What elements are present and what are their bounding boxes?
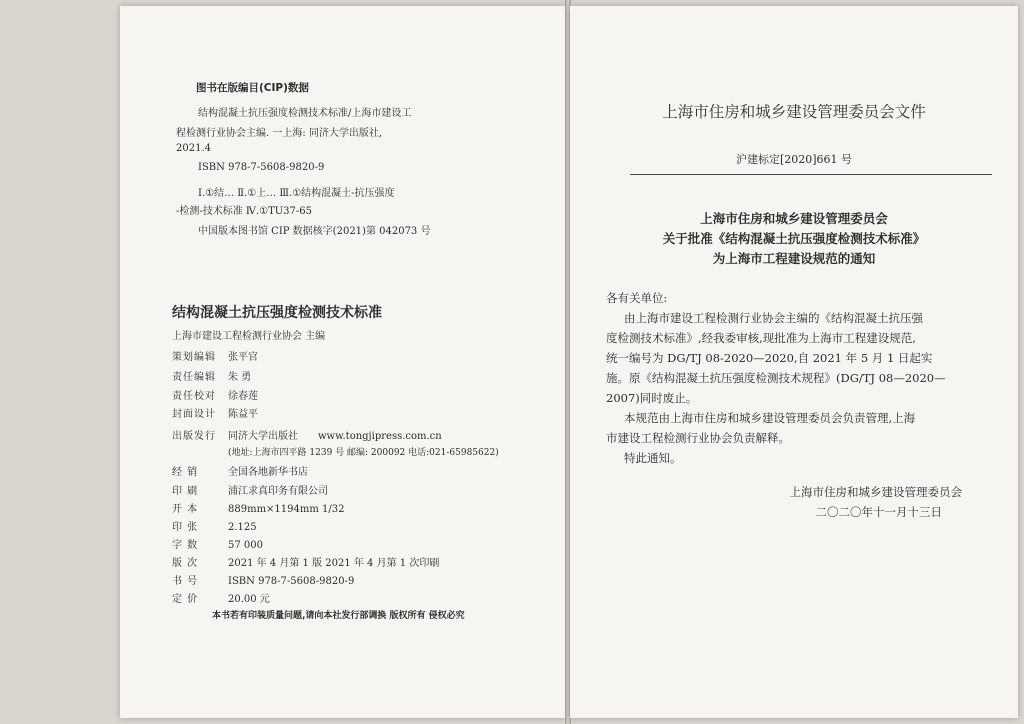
cip-line: 2021.4 (176, 143, 211, 154)
publisher-address: (地址:上海市四平路 1239 号 邮编: 200092 电话:021-65985622) (228, 448, 499, 458)
spec-row (172, 590, 270, 605)
doc-number: 沪建标定[2020]661 号 (735, 153, 853, 166)
org-header: 上海市住房和城乡建设管理委员会文件 (662, 103, 926, 121)
copyright-page (120, 6, 566, 718)
spec-row (172, 500, 344, 515)
cip-line: ISBN 978-7-5608-9820-9 (198, 162, 325, 173)
spec-label: 书 号 (172, 576, 199, 587)
spec-value: 889mm×1194mm 1/32 (228, 504, 345, 515)
body-line: 市建设工程检测行业协会负责解释。 (606, 431, 790, 445)
spec-value: 浦江求真印务有限公司 (228, 486, 328, 497)
publisher-url: www.tongjipress.com.cn (318, 431, 442, 442)
spec-value: ISBN 978-7-5608-9820-9 (228, 576, 355, 587)
credit-label: 封面设计 (172, 409, 216, 420)
spec-row (172, 554, 439, 569)
body-line: 统一编号为 DG/TJ 08-2020—2020,自 2021 年 5 月 1 日起实 (606, 351, 933, 365)
spec-value: 全国各地新华书店 (228, 467, 308, 478)
credit-row (172, 368, 251, 383)
body-line: 特此通知。 (624, 451, 682, 465)
spec-value: 57 000 (228, 540, 263, 551)
credit-value: 张平官 (228, 352, 258, 363)
salutation: 各有关单位: (606, 291, 668, 305)
spec-label: 经 销 (172, 467, 199, 478)
notice-page (570, 6, 1018, 718)
body-line: 本规范由上海市住房和城乡建设管理委员会负责管理,上海 (624, 411, 916, 425)
spec-value: 2.125 (228, 522, 257, 533)
credit-label: 责任编辑 (172, 372, 216, 383)
credit-value: 陈益平 (228, 409, 258, 420)
cip-line: 程检测行业协会主编. 一上海: 同济大学出版社, (176, 128, 383, 139)
footer-notice: 本书若有印装质量问题,请向本社发行部调换 版权所有 侵权必究 (212, 611, 465, 621)
cip-line: Ⅰ.①结… Ⅱ.①上… Ⅲ.①结构混凝土-抗压强度 (198, 188, 395, 199)
credit-value: 朱 勇 (228, 372, 252, 383)
spec-row (172, 518, 257, 533)
credit-row (172, 348, 258, 363)
publisher-name: 同济大学出版社 (228, 431, 298, 442)
signature-date: 二〇二〇年十一月十三日 (815, 505, 942, 519)
credit-label: 策划编辑 (172, 352, 216, 363)
body-line: 2007)同时废止。 (606, 391, 698, 405)
credit-row (172, 387, 258, 402)
spec-value: 2021 年 4 月第 1 版 2021 年 4 月第 1 次印刷 (228, 558, 440, 569)
signature-org: 上海市住房和城乡建设管理委员会 (789, 485, 962, 499)
credit-label: 责任校对 (172, 391, 216, 402)
spec-row (172, 536, 263, 551)
spec-label: 印 刷 (172, 486, 199, 497)
publisher-label: 出版发行 (172, 431, 216, 442)
body-line: 施。原《结构混凝土抗压强度检测技术规程》(DG/TJ 08—2020— (606, 371, 946, 385)
publisher-row (172, 427, 442, 442)
spec-label: 定 价 (172, 594, 199, 605)
cip-line: 结构混凝土抗压强度检测技术标准/上海市建设工 (198, 108, 412, 119)
credit-row (172, 405, 258, 420)
spec-label: 字 数 (172, 540, 199, 551)
body-line: 由上海市建设工程检测行业协会主编的《结构混凝土抗压强 (624, 311, 923, 325)
spec-value: 20.00 元 (228, 594, 270, 605)
notice-title-line: 关于批准《结构混凝土抗压强度检测技术标准》 (662, 231, 926, 246)
cip-line: 中国版本图书馆 CIP 数据核字(2021)第 042073 号 (198, 226, 431, 237)
header-rule (630, 174, 992, 175)
notice-title-line: 为上海市工程建设规范的通知 (712, 251, 876, 266)
cip-heading: 图书在版编目(CIP)数据 (196, 82, 309, 94)
credit-value: 徐春莲 (228, 391, 258, 402)
cip-line: -检测-技术标准 Ⅳ.①TU37-65 (176, 206, 312, 217)
notice-title-line: 上海市住房和城乡建设管理委员会 (700, 211, 888, 226)
spec-label: 版 次 (172, 558, 199, 569)
body-line: 度检测技术标准》,经我委审核,现批准为上海市工程建设规范, (606, 331, 916, 345)
spec-label: 开 本 (172, 504, 199, 515)
spec-row (172, 482, 328, 497)
spec-row (172, 572, 354, 587)
spec-row (172, 463, 308, 478)
book-title: 结构混凝土抗压强度检测技术标准 (172, 305, 382, 321)
editor-line: 上海市建设工程检测行业协会 主编 (172, 331, 326, 342)
spec-label: 印 张 (172, 522, 199, 533)
